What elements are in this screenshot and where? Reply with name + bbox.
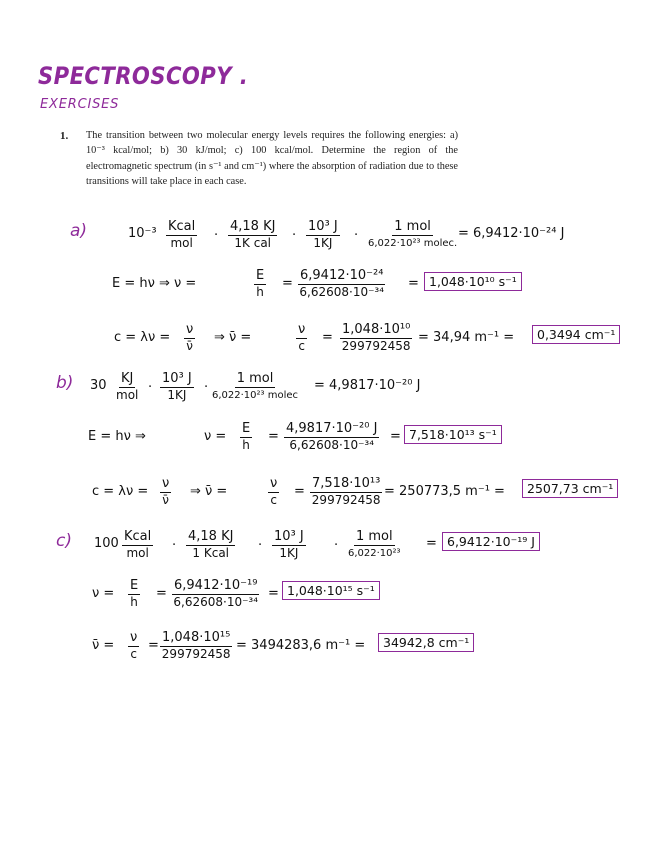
part-b-wavenumber-lhs: ⇒ ν̄ = (190, 484, 228, 499)
denominator: c (130, 647, 137, 661)
denominator: 1K cal (234, 236, 272, 250)
numerator: 6,9412·10⁻¹⁹ (174, 578, 258, 593)
exercise-number: 1. (60, 130, 69, 142)
denominator: 299792458 (341, 339, 411, 353)
part-c-fraction-mol (348, 529, 401, 561)
numerator: 1,048·10¹⁵ (162, 630, 231, 645)
part-a-fraction-nu-nubar (184, 322, 195, 354)
numerator: 4,18 KJ (188, 529, 234, 544)
equals-sign: = (148, 638, 159, 653)
numerator: ν (186, 322, 194, 337)
page-title: SPECTROSCOPY . (38, 62, 249, 90)
numerator: KJ (121, 371, 134, 386)
part-b-wavenumber-answer: 2507,73 cm⁻¹ (522, 479, 618, 498)
part-b-frequency-answer: 7,518·10¹³ s⁻¹ (404, 425, 502, 444)
numerator: 7,518·10¹³ (312, 476, 381, 491)
denominator: 1KJ (313, 236, 333, 250)
denominator: 1KJ (279, 546, 299, 560)
equals-sign: = (268, 586, 279, 601)
part-b-fraction-j-kj (160, 371, 194, 403)
denominator: c (298, 339, 305, 353)
part-b-fraction-mol-molec (212, 371, 298, 403)
part-b-wavenumber-m: = 250773,5 m⁻¹ = (384, 484, 505, 499)
part-c-frequency-answer: 1,048·10¹⁵ s⁻¹ (282, 581, 380, 600)
multiply-dot: · (172, 538, 177, 553)
denominator: 1 Kcal (192, 546, 230, 560)
part-c-fraction-nu-c (128, 630, 139, 662)
part-a-wavenumber-m: = 34,94 m⁻¹ = (418, 330, 515, 345)
part-c-factor: 100 (94, 536, 119, 551)
equals-sign: = (408, 276, 419, 291)
part-b-fraction-frequency (284, 421, 379, 453)
part-b-fraction-wavenumber (310, 476, 382, 508)
part-a-fraction-kj-kcal (228, 219, 277, 251)
part-c-wavenumber-lhs: ν̄ = (92, 638, 115, 653)
numerator: E (256, 268, 265, 283)
numerator: 4,18 KJ (230, 219, 276, 234)
numerator: E (130, 578, 139, 593)
numerator: ν (130, 630, 138, 645)
denominator: 6,022·10²³ molec. (368, 238, 458, 249)
multiply-dot: · (258, 538, 263, 553)
section-subtitle: EXERCISES (40, 97, 120, 112)
part-c-fraction-kcal-mol (122, 529, 153, 561)
part-a-fraction-wavenumber (340, 322, 412, 354)
numerator: 1,048·10¹⁰ (342, 322, 411, 337)
part-a-energy-result: = 6,9412·10⁻²⁴ J (458, 226, 565, 241)
multiply-dot: · (354, 228, 359, 243)
numerator: Kcal (168, 219, 196, 234)
part-b-fraction-e-h (240, 421, 252, 453)
part-a-planck-relation: E = hν ⇒ ν = (112, 276, 197, 291)
denominator: ν̄ (186, 339, 193, 353)
denominator: h (242, 438, 250, 452)
denominator: 6,62608·10⁻³⁴ (299, 285, 385, 299)
denominator: 1KJ (167, 388, 187, 402)
denominator: 6,022·10²³ molec (212, 390, 299, 401)
multiply-dot: · (148, 380, 153, 395)
part-a-wavenumber-lhs: ⇒ ν̄ = (214, 330, 252, 345)
part-a-fraction-e-h (254, 268, 266, 300)
numerator: 4,9817·10⁻²⁰ J (286, 421, 378, 436)
multiply-dot: · (334, 538, 339, 553)
part-c-wavenumber-m: = 3494283,6 m⁻¹ = (236, 638, 366, 653)
part-c-energy-answer: 6,9412·10⁻¹⁹ J (442, 532, 540, 551)
numerator: 10³ J (162, 371, 192, 386)
equals-sign: = (322, 330, 333, 345)
part-c-wavenumber-answer: 34942,8 cm⁻¹ (378, 633, 474, 652)
part-a-fraction-j-kj (306, 219, 340, 251)
equals-sign: = (156, 586, 167, 601)
numerator: ν (162, 476, 170, 491)
denominator: c (270, 493, 277, 507)
part-b-factor: 30 (90, 378, 107, 393)
multiply-dot: · (204, 380, 209, 395)
part-b-planck-relation: E = hν ⇒ (88, 429, 146, 444)
part-a-label: a) (70, 221, 88, 241)
part-a-fraction-kcal-mol (166, 219, 197, 251)
part-b-fraction-kj-mol (116, 371, 138, 403)
part-c-fraction-e-h (128, 578, 140, 610)
denominator: 6,022·10²³ (348, 548, 401, 559)
numerator: 10³ J (308, 219, 338, 234)
multiply-dot: · (214, 228, 219, 243)
numerator: 1 mol (236, 371, 274, 386)
part-a-factor: 10⁻³ (128, 226, 157, 241)
exercise-statement: The transition between two molecular energy levels requires the following energies: a) 10⁻³ kcal/mol; b) 30 kJ/mol; c) 100 kcal/mol. Determine the region of the electromagnetic spectrum (in s⁻¹ and cm⁻¹) where the absorption of radiation due to these transitions will take place in each case. (86, 130, 458, 188)
denominator: 299792458 (161, 647, 231, 661)
numerator: 10³ J (274, 529, 304, 544)
equals-sign: = (426, 536, 437, 551)
part-c-fraction-kj-kcal (186, 529, 235, 561)
equals-sign: = (390, 429, 401, 444)
part-c-fraction-j-kj (272, 529, 306, 561)
denominator: mol (126, 546, 149, 560)
numerator: E (242, 421, 251, 436)
denominator: 6,62608·10⁻³⁴ (173, 595, 259, 609)
part-c-label: c) (56, 531, 72, 551)
part-a-fraction-frequency (298, 268, 385, 300)
denominator: h (130, 595, 138, 609)
part-b-energy-result: = 4,9817·10⁻²⁰ J (314, 378, 421, 393)
multiply-dot: · (292, 228, 297, 243)
numerator: 1 mol (355, 529, 393, 544)
part-c-fraction-wavenumber (160, 630, 232, 662)
part-a-fraction-nu-c (296, 322, 307, 354)
part-b-fraction-nu-c (268, 476, 279, 508)
denominator: mol (116, 388, 139, 402)
part-b-label: b) (56, 373, 74, 393)
denominator: mol (170, 236, 193, 250)
numerator: ν (298, 322, 306, 337)
equals-sign: = (294, 484, 305, 499)
part-b-wave-relation: c = λν = (92, 484, 149, 499)
part-a-wavenumber-answer: 0,3494 cm⁻¹ (532, 325, 620, 344)
part-a-fraction-mol-molec (368, 219, 457, 251)
numerator: ν (270, 476, 278, 491)
equals-sign: = (282, 276, 293, 291)
numerator: 6,9412·10⁻²⁴ (300, 268, 384, 283)
part-a-wave-relation: c = λν = (114, 330, 171, 345)
denominator: 6,62608·10⁻³⁴ (289, 438, 375, 452)
denominator: 299792458 (311, 493, 381, 507)
part-c-nu-lhs: ν = (92, 586, 115, 601)
part-b-nu-lhs: ν = (204, 429, 227, 444)
numerator: 1 mol (394, 219, 431, 234)
denominator: h (256, 285, 264, 299)
equals-sign: = (268, 429, 279, 444)
part-c-fraction-frequency (172, 578, 259, 610)
part-b-fraction-nu-nubar (160, 476, 171, 508)
denominator: ν̄ (162, 493, 169, 507)
numerator: Kcal (124, 529, 152, 544)
part-a-frequency-answer: 1,048·10¹⁰ s⁻¹ (424, 272, 522, 291)
